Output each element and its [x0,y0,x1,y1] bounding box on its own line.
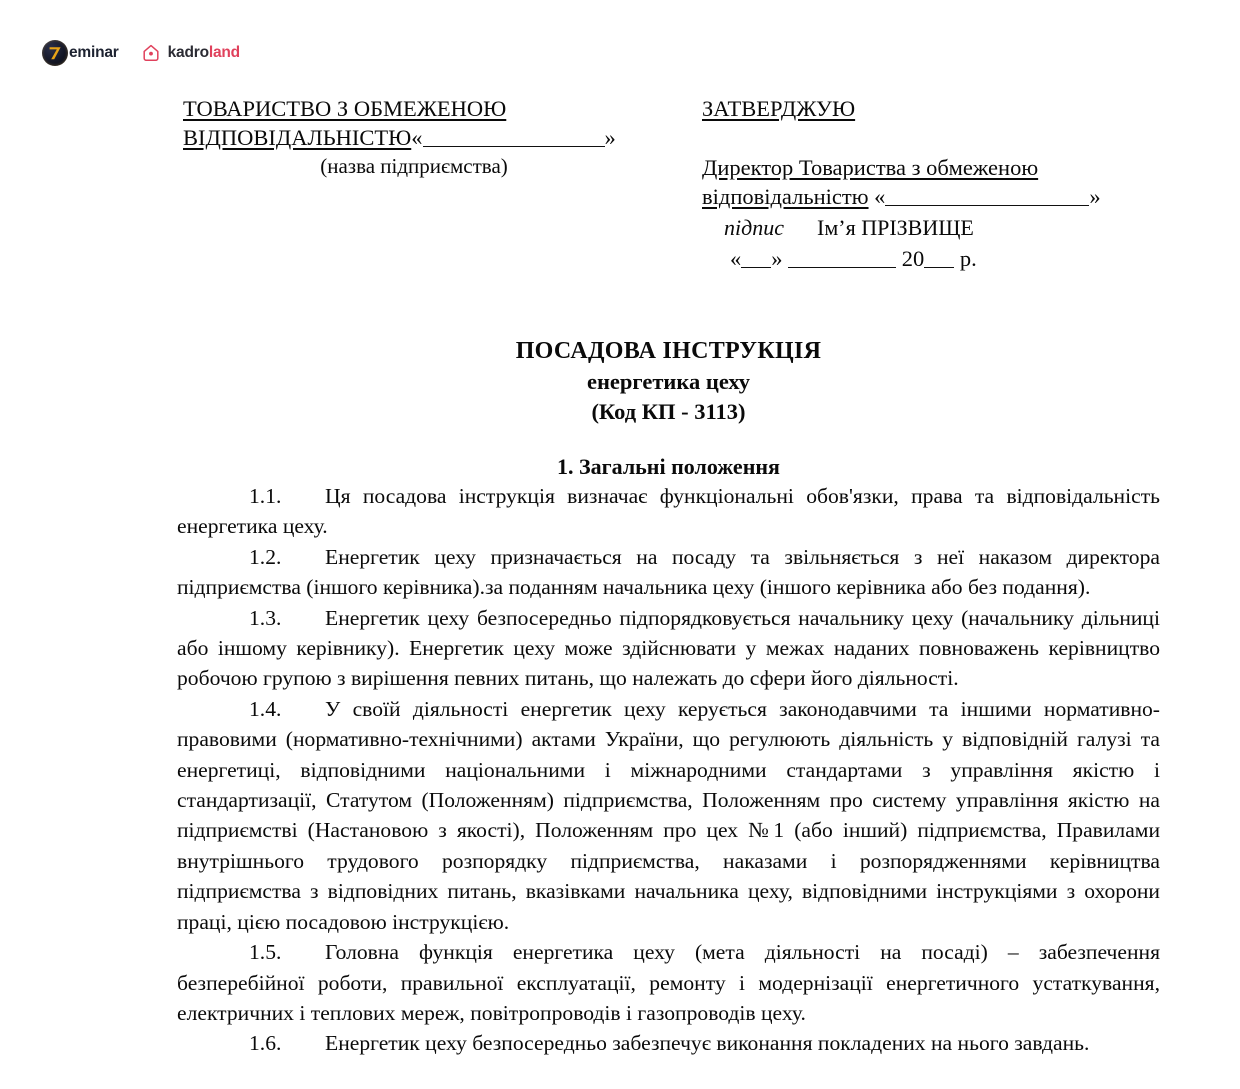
date-year-blank[interactable] [924,267,954,268]
paragraph-number: 1.4. [249,696,282,721]
paragraph-text: Енергетик цеху безпосередньо забезпечує виконання покладених на нього завдань. [325,1031,1090,1056]
company-line-2-label: ВІДПОВІДАЛЬНІСТЮ [183,125,412,150]
company-quote-close: » [604,125,616,150]
date-row [702,244,1157,274]
signature-row [702,213,1157,242]
paragraph-text: Енергетик цеху безпосередньо підпорядковується начальнику цеху (начальнику дільниці або іншому керівнику). Енергетик цеху може здійснювати у межах наданих повноважень керівництво робочою групою з вирішення певних питань, що належать до сфери його діяльності. [177,605,1160,691]
director-name-label: Ім’я ПРІЗВИЩЕ [817,215,974,240]
date-day-blank[interactable] [741,267,771,268]
paragraph-number: 1.5. [249,940,282,965]
logo-7eminar[interactable] [42,39,119,67]
company-quote-open: « [411,125,423,150]
director-company-blank[interactable] [885,205,1089,206]
paragraph-number: 1.2. [249,544,282,569]
director-line-2 [702,182,1157,211]
signature-label: підпис [724,215,785,240]
paragraph-text: У своїй діяльності енергетик цеху керується законодавчими та іншими нормативно-правовими (нормативно-технічними) актами України, що регулюють діяльність у відповідній галузі та енергетиці, відповідними національними і міжнародними стандартами з управління якістю і стандартизації, Статутом (Положенням) підприємства, Положенням про систему управління якістю на підприємстві (Настановою з якості), Положенням про цех №1 (або інший) підприємства, Правилами внутрішнього трудового розпорядку підприємства, наказами і розпорядженнями керівництва підприємства з відповідних питань, вказівками начальника цеху, відповідними інструкціями з охорони праці, цією посадовою інструкцією. [177,696,1160,934]
paragraph-1-4 [177,694,1160,937]
date-quote-close: » [771,246,783,271]
paragraph-number: 1.1. [249,484,282,508]
paragraph-1-1 [177,481,1160,542]
kadroland-house-icon [141,43,162,64]
paragraph-number: 1.3. [249,605,282,630]
company-block [183,94,663,180]
document-header [177,94,1160,274]
company-line-1: ТОВАРИСТВО З ОБМЕЖЕНОЮ [183,96,507,121]
date-year-suffix: р. [959,246,977,271]
document-body [177,481,1160,1056]
paragraph-1-3 [177,603,1160,694]
paragraph-text: Енергетик цеху призначається на посаду та звільняється з неї наказом директора підприємства (іншого керівника).за поданням начальника цеху (іншого керівника або без подання). [177,544,1160,600]
document-code: (Код КП - 3113) [591,399,746,424]
director-line-1: Директор Товариства з обмеженою [702,155,1039,180]
kadroland-word-dark: kadro [167,44,209,62]
date-quote-open: « [730,246,742,271]
document-page [177,0,1160,1089]
document-subtitle: енергетика цеху [586,369,750,394]
paragraph-1-2 [177,542,1160,603]
company-name-blank[interactable] [423,146,605,147]
kadroland-word-red: land [208,44,240,62]
date-year-prefix: 20 [901,246,925,271]
paragraph-number: 1.6. [249,1031,282,1056]
title-block [177,336,1160,427]
date-month-blank[interactable] [788,267,896,268]
company-line-2 [183,123,663,152]
director-quote-close: » [1089,184,1101,209]
seminar-wordmark: eminar [69,44,119,62]
paragraph-text: Головна функція енергетика цеху (мета діяльності на посаді) – забезпечення безперебійної роботи, правильної експлуатації, ремонту і модернізації енергетичного устаткування, електричних і теплових мереж, повітропроводів і газопроводів цеху. [177,940,1160,1025]
director-quote-open: « [874,184,886,209]
document-title: ПОСАДОВА ІНСТРУКЦІЯ [515,338,822,364]
director-line-2-label: відповідальністю [702,184,869,209]
seminar-circle-icon [42,40,68,66]
approval-block [702,94,1157,274]
paragraph-1-5 [177,937,1160,1028]
approve-label: ЗАТВЕРДЖУЮ [702,96,856,121]
paragraph-text: Ця посадова інструкція визначає функціональні обов'язки, права та відповідальність енергетика цеху. [177,484,1160,539]
paragraph-1-6 [177,1028,1160,1056]
company-caption: (назва підприємства) [320,154,508,178]
section-heading: 1. Загальні положення [557,454,780,479]
